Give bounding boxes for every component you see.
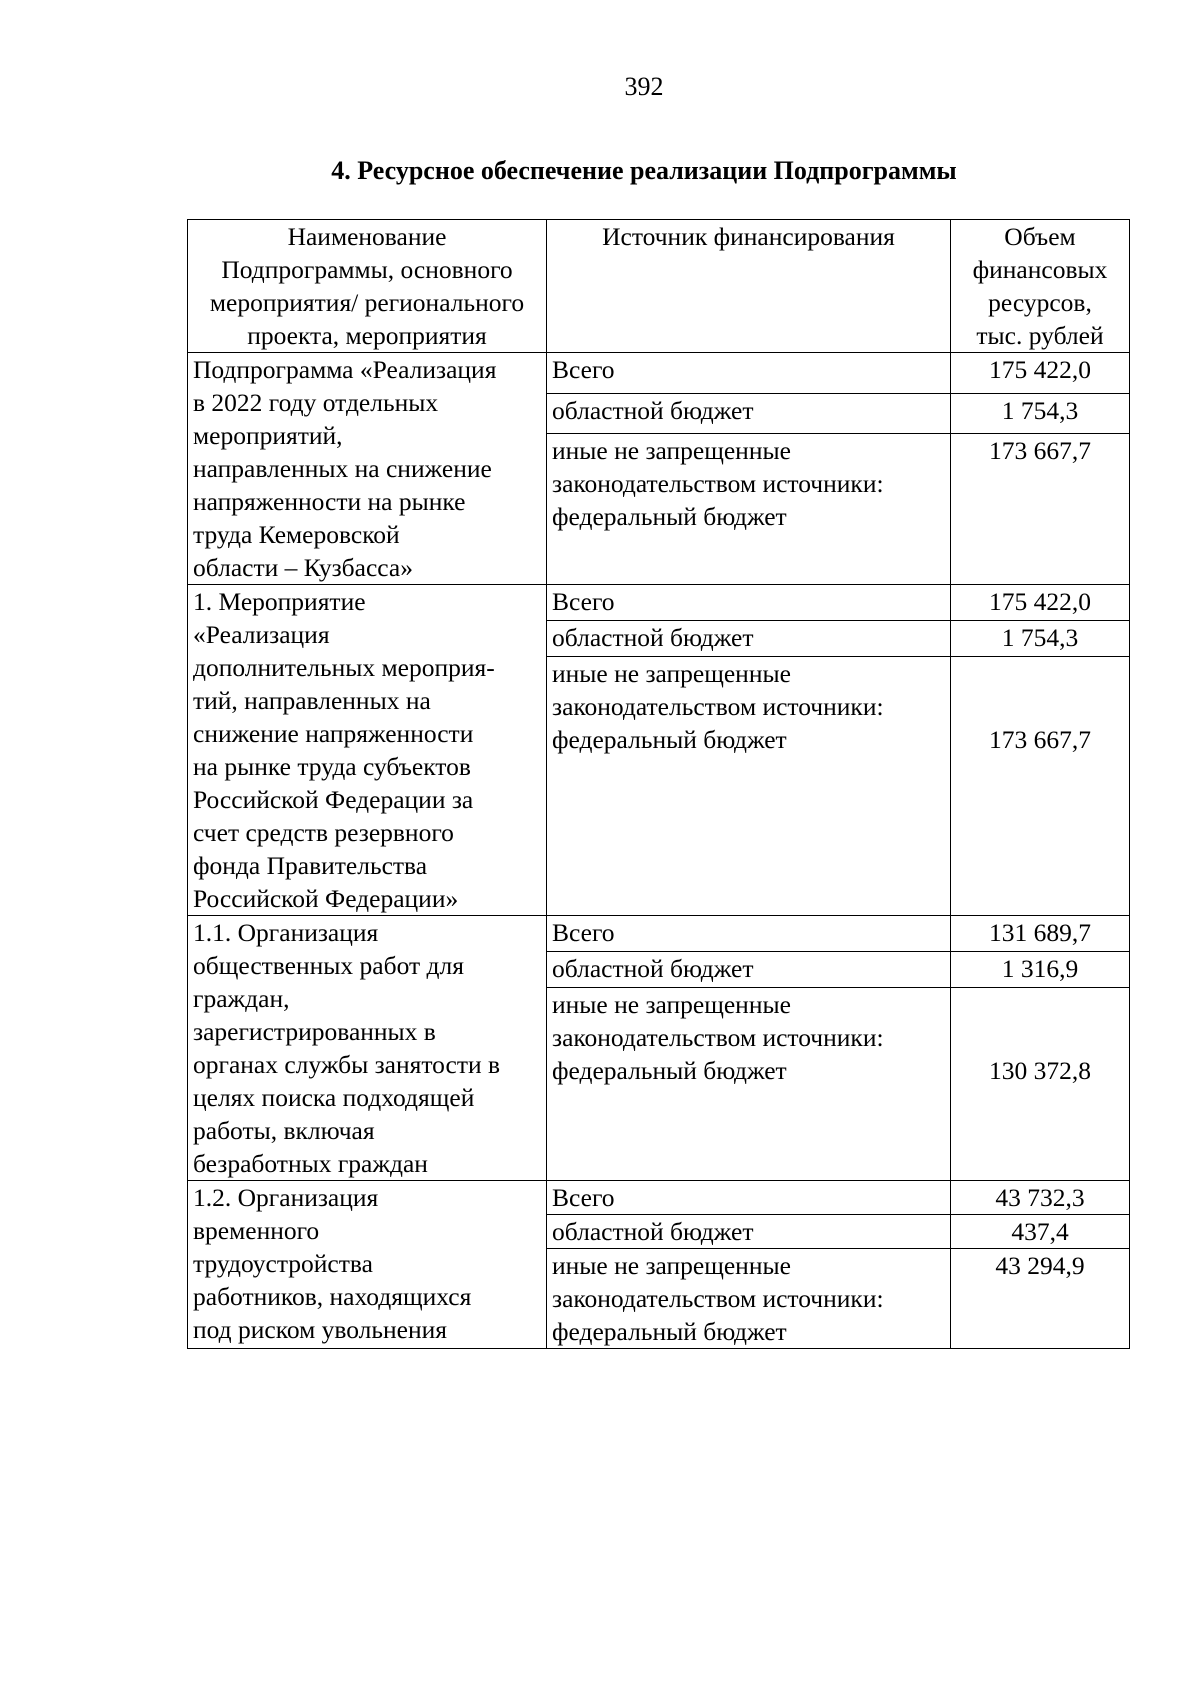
- header-source: Источник финансирования: [547, 220, 951, 353]
- table-row: [188, 1181, 1130, 1215]
- source-cell: Всего: [547, 916, 951, 952]
- amount-cell: 130 372,8: [951, 988, 1130, 1181]
- source-cell: областной бюджет: [547, 393, 951, 434]
- source-cell: иные не запрещенные законодательством источники: федеральный бюджет: [547, 434, 951, 585]
- source-cell: Всего: [547, 585, 951, 621]
- program-name-cell: 1.1. Организация общественных работ для граждан, зарегистрированных в органах службы занятости в целях поиска подходящей работы, включая безработных граждан: [188, 916, 547, 1181]
- source-cell: областной бюджет: [547, 952, 951, 988]
- source-cell: иные не запрещенные законодательством источники: федеральный бюджет: [547, 1249, 951, 1349]
- program-name-cell: 1. Мероприятие «Реализация дополнительных мероприя- тий, направленных на снижение напряженности на рынке труда субъектов Российской Федерации за счет средств резервного фонда Правительства Российской Федерации»: [188, 585, 547, 916]
- source-cell: Всего: [547, 353, 951, 394]
- section-title: 4. Ресурсное обеспечение реализации Подпрограммы: [331, 156, 957, 185]
- table-header-row: [188, 220, 1130, 353]
- amount-cell: 437,4: [951, 1215, 1130, 1249]
- funding-table: [187, 219, 1130, 1349]
- header-name: Наименование Подпрограммы, основного мероприятия/ регионального проекта, мероприятия: [188, 220, 547, 353]
- amount-cell: 175 422,0: [951, 585, 1130, 621]
- table-row: [188, 916, 1130, 952]
- source-cell: иные не запрещенные законодательством источники: федеральный бюджет: [547, 988, 951, 1181]
- amount-cell: 1 754,3: [951, 393, 1130, 434]
- amount-cell: 175 422,0: [951, 353, 1130, 394]
- source-cell: областной бюджет: [547, 1215, 951, 1249]
- page-number: 392: [624, 72, 664, 101]
- amount-cell: 131 689,7: [951, 916, 1130, 952]
- amount-cell: 1 316,9: [951, 952, 1130, 988]
- table-row: [188, 353, 1130, 394]
- program-name-cell: Подпрограмма «Реализация в 2022 году отдельных мероприятий, направленных на снижение напряженности на рынке труда Кемеровской области – Кузбасса»: [188, 353, 547, 585]
- amount-cell: 173 667,7: [951, 434, 1130, 585]
- amount-cell: 43 732,3: [951, 1181, 1130, 1215]
- amount-cell: 173 667,7: [951, 657, 1130, 916]
- source-cell: иные не запрещенные законодательством источники: федеральный бюджет: [547, 657, 951, 916]
- header-amount: Объем финансовых ресурсов, тыс. рублей: [951, 220, 1130, 353]
- source-cell: областной бюджет: [547, 621, 951, 657]
- source-cell: Всего: [547, 1181, 951, 1215]
- program-name-cell: 1.2. Организация временного трудоустройства работников, находящихся под риском увольнения: [188, 1181, 547, 1349]
- amount-cell: 1 754,3: [951, 621, 1130, 657]
- table-row: [188, 585, 1130, 621]
- amount-cell: 43 294,9: [951, 1249, 1130, 1349]
